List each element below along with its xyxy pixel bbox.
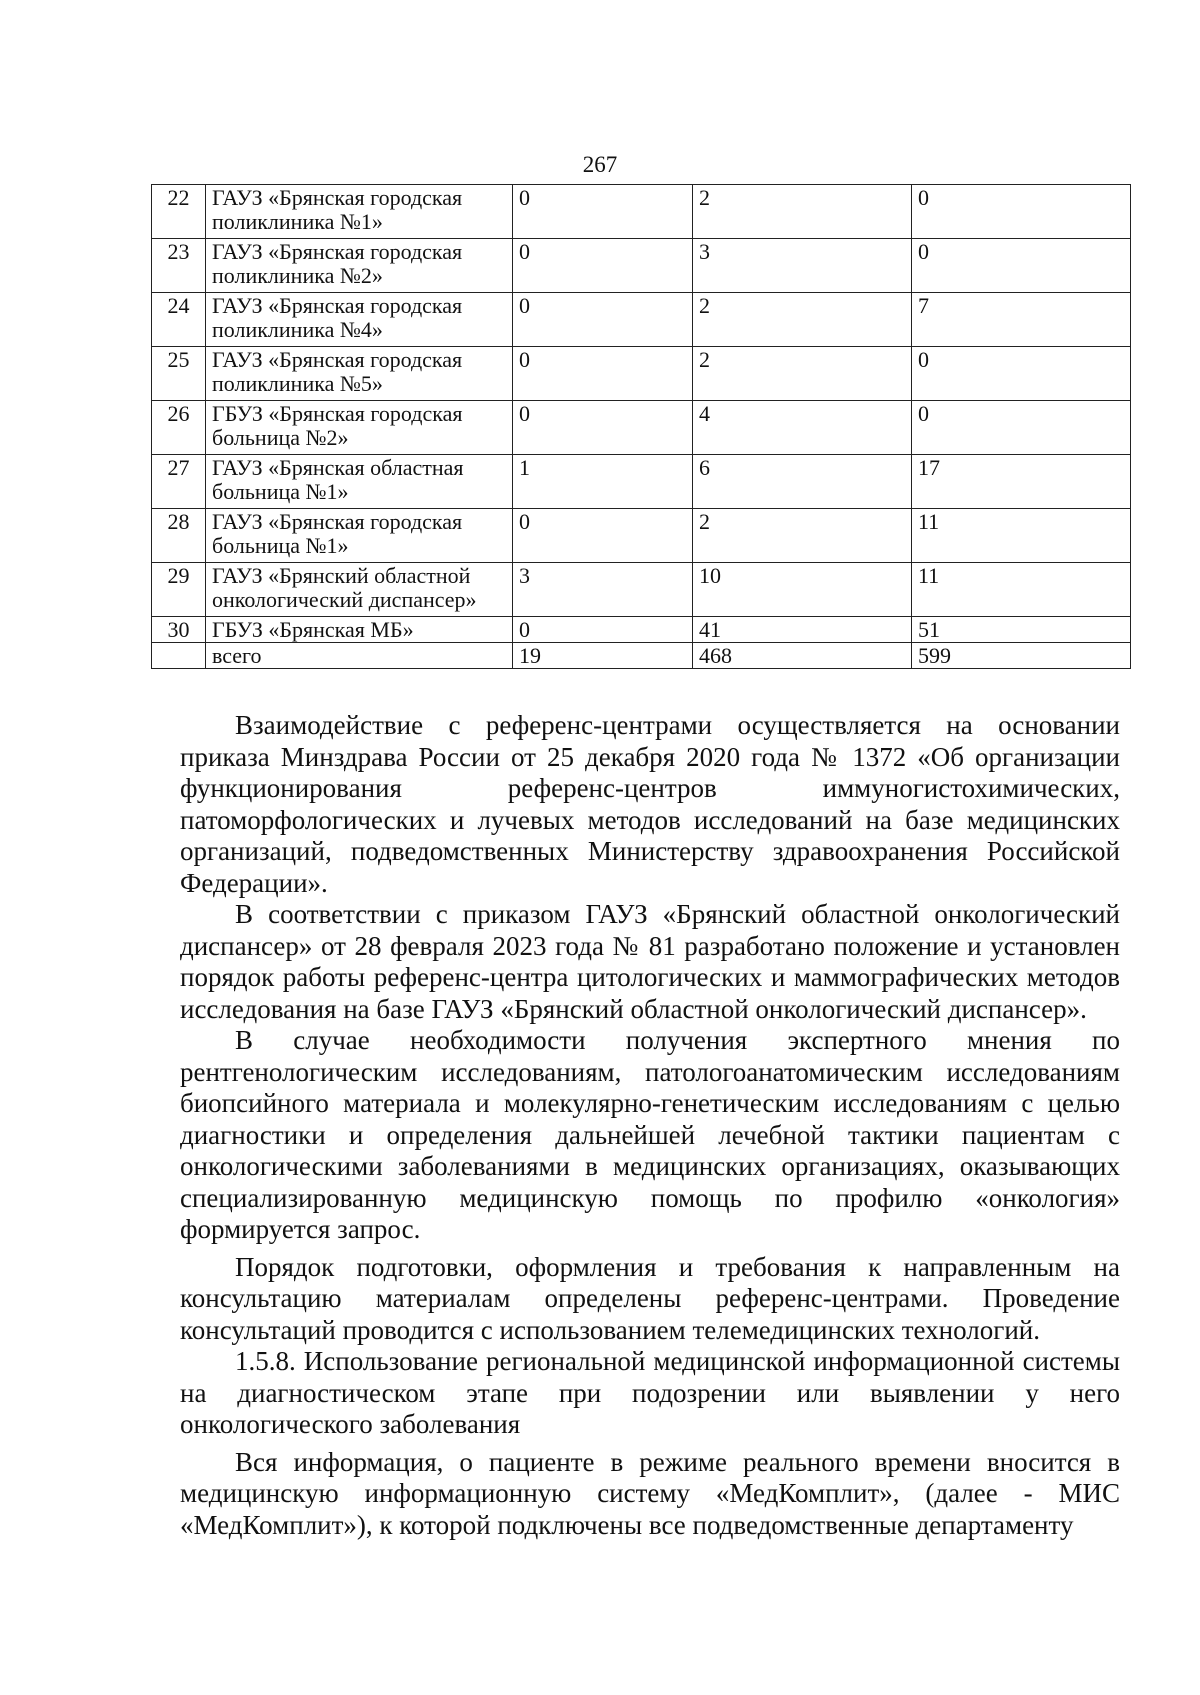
value-cell-2: 2 [693, 347, 912, 401]
table-row [152, 293, 1131, 347]
value-cell-1: 1 [513, 455, 693, 509]
section-heading: 1.5.8. Использование региональной медицинской информационной системы на диагностическом этапе при подозрении или выявлении у него онкологического заболевания [180, 1346, 1120, 1439]
table-row [152, 563, 1131, 617]
row-number: 26 [152, 401, 206, 455]
organization-name: ГАУЗ «Брянская городская поликлиника №1» [206, 185, 513, 239]
table-row [152, 185, 1131, 239]
paragraph: Вся информация, о пациенте в режиме реального времени вносится в медицинскую информационную систему «МедКомплит», (далее - МИС «МедКомплит»), к которой подключены все подведомственные департаменту [180, 1446, 1120, 1540]
value-cell-1: 0 [513, 239, 693, 293]
row-number: 27 [152, 455, 206, 509]
value-cell-2: 6 [693, 455, 912, 509]
row-number: 29 [152, 563, 206, 617]
table-row [152, 455, 1131, 509]
value-cell-3: 17 [912, 455, 1131, 509]
value-cell-3: 11 [912, 563, 1131, 617]
table-row [152, 239, 1131, 293]
organization-name: ГАУЗ «Брянская городская поликлиника №4» [206, 293, 513, 347]
row-number: 23 [152, 239, 206, 293]
row-number: 30 [152, 617, 206, 643]
table-total-row [152, 643, 1131, 669]
table-row [152, 401, 1131, 455]
paragraph: В соответствии с приказом ГАУЗ «Брянский областной онкологический диспансер» от 28 февраля 2023 года № 81 разработано положение и установлен порядок работы референс-центра цитологических и маммографических методов исследования на базе ГАУЗ «Брянский областной онкологический диспансер». [180, 899, 1120, 1024]
total-value-3: 599 [912, 643, 1131, 669]
value-cell-3: 7 [912, 293, 1131, 347]
value-cell-1: 0 [513, 293, 693, 347]
statistics-table [151, 184, 1131, 669]
value-cell-2: 4 [693, 401, 912, 455]
table-row [152, 617, 1131, 643]
row-number: 22 [152, 185, 206, 239]
organization-name: ГАУЗ «Брянская городская поликлиника №5» [206, 347, 513, 401]
value-cell-3: 11 [912, 509, 1131, 563]
total-value-2: 468 [693, 643, 912, 669]
value-cell-1: 3 [513, 563, 693, 617]
organization-name: ГАУЗ «Брянская городская больница №1» [206, 509, 513, 563]
value-cell-2: 41 [693, 617, 912, 643]
value-cell-3: 0 [912, 401, 1131, 455]
row-number [152, 643, 206, 669]
table-row [152, 509, 1131, 563]
value-cell-2: 3 [693, 239, 912, 293]
paragraph: Порядок подготовки, оформления и требования к направленным на консультацию материалам определены референс-центрами. Проведение консультаций проводится с использованием телемедицинских технологий. [180, 1251, 1120, 1345]
value-cell-1: 0 [513, 347, 693, 401]
total-value-1: 19 [513, 643, 693, 669]
value-cell-3: 0 [912, 347, 1131, 401]
value-cell-2: 2 [693, 185, 912, 239]
page-number: 267 [582, 152, 618, 177]
organization-name: ГБУЗ «Брянская МБ» [206, 617, 513, 643]
organization-name: ГБУЗ «Брянская городская больница №2» [206, 401, 513, 455]
row-number: 28 [152, 509, 206, 563]
organization-name: ГАУЗ «Брянский областной онкологический диспансер» [206, 563, 513, 617]
row-number: 25 [152, 347, 206, 401]
value-cell-3: 0 [912, 239, 1131, 293]
value-cell-1: 0 [513, 617, 693, 643]
organization-name: ГАУЗ «Брянская областная больница №1» [206, 455, 513, 509]
paragraph: Взаимодействие с референс-центрами осуществляется на основании приказа Минздрава России от 25 декабря 2020 года № 1372 «Об организации функционирования референс-центров иммуногистохимических, патоморфологических и лучевых методов исследований на базе медицинских организаций, подведомственных Министерству здравоохранения Российской Федерации». [180, 710, 1120, 898]
document-body [180, 710, 1120, 1541]
value-cell-1: 0 [513, 401, 693, 455]
value-cell-2: 10 [693, 563, 912, 617]
paragraph: В случае необходимости получения экспертного мнения по рентгенологическим исследованиям, патологоанатомическим исследованиям биопсийного материала и молекулярно-генетическим исследованиям с целью диагностики и определения дальнейшей лечебной тактики пациентам с онкологическими заболеваниями в медицинских организациях, оказывающих специализированную медицинскую помощь по профилю «онкология» формируется запрос. [180, 1025, 1120, 1244]
value-cell-1: 0 [513, 185, 693, 239]
value-cell-1: 0 [513, 509, 693, 563]
value-cell-3: 0 [912, 185, 1131, 239]
organization-name: ГАУЗ «Брянская городская поликлиника №2» [206, 239, 513, 293]
value-cell-3: 51 [912, 617, 1131, 643]
value-cell-2: 2 [693, 293, 912, 347]
table-row [152, 347, 1131, 401]
value-cell-2: 2 [693, 509, 912, 563]
total-label: всего [206, 643, 513, 669]
row-number: 24 [152, 293, 206, 347]
